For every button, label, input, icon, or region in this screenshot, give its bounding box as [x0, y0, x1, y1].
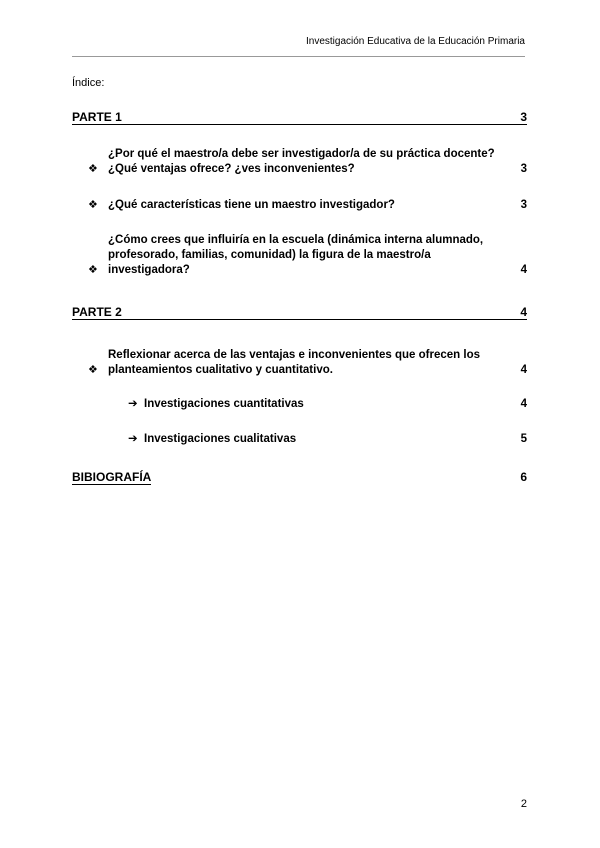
toc-part-2-page: 4	[520, 305, 527, 319]
toc-part-2-title: PARTE 2	[72, 305, 122, 319]
toc-bibliography-title: BIBIOGRAFÍA	[72, 470, 152, 484]
bullet-diamond-icon: ❖	[88, 163, 98, 175]
toc-item-text: ¿Qué características tiene un maestro investigador?	[108, 199, 395, 211]
toc-item-text: ¿Por qué el maestro/a debe ser investigador/a de su práctica docente? ¿Qué ventajas ofrece? ¿ves inconvenientes?	[108, 148, 495, 175]
index-title: Índice:	[72, 77, 105, 89]
toc-part-1-title: PARTE 1	[72, 110, 122, 124]
toc-subitem-text: Investigaciones cuantitativas	[144, 398, 304, 410]
toc-part-1-page: 3	[520, 110, 527, 124]
toc-subitem[interactable]	[72, 432, 527, 447]
toc-item-page: 4	[520, 264, 527, 276]
toc-item-page: 4	[520, 364, 527, 376]
toc-item[interactable]	[72, 233, 527, 278]
bullet-diamond-icon: ❖	[88, 199, 98, 211]
arrow-right-icon: ➔	[128, 398, 138, 410]
toc-subitem-text: Investigaciones cualitativas	[144, 433, 297, 445]
toc-item-text: ¿Cómo crees que influiría en la escuela (dinámica interna alumnado, profesorado, familias, comunidad) la figura de la maestro/a investigadora?	[108, 234, 484, 276]
running-header: Investigación Educativa de la Educación Primaria	[72, 36, 525, 57]
toc-item[interactable]	[72, 348, 527, 378]
page-number: 2	[520, 798, 527, 810]
bullet-diamond-icon: ❖	[88, 364, 98, 376]
toc-item-page: 3	[520, 163, 527, 175]
toc-bibliography-page: 6	[520, 470, 527, 484]
toc-part-1[interactable]	[72, 110, 527, 125]
toc-subitem-page: 4	[520, 398, 527, 410]
bullet-diamond-icon: ❖	[88, 264, 98, 276]
toc-subitem[interactable]	[72, 397, 527, 412]
toc-subitem-page: 5	[520, 433, 527, 445]
toc-item[interactable]	[72, 198, 527, 213]
toc-item-page: 3	[520, 199, 527, 211]
toc-bibliography[interactable]	[72, 470, 527, 484]
table-of-contents	[72, 110, 527, 484]
toc-part-2[interactable]	[72, 305, 527, 320]
toc-item[interactable]	[72, 147, 527, 177]
toc-item-text: Reflexionar acerca de las ventajas e inconvenientes que ofrecen los planteamientos cualitativo y cuantitativo.	[108, 349, 480, 376]
arrow-right-icon: ➔	[128, 433, 138, 445]
